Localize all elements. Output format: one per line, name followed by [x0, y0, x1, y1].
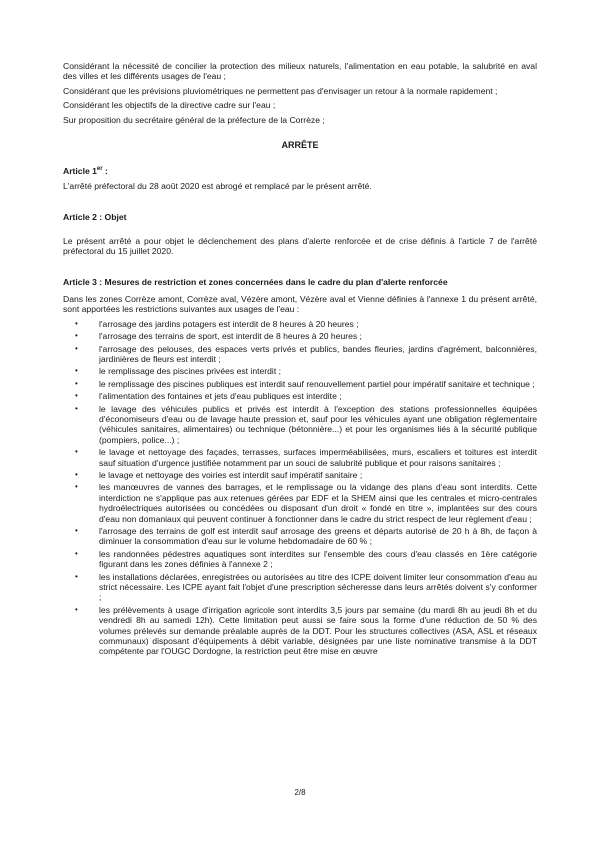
bullet-icon: •: [75, 318, 78, 328]
bullet-icon: •: [75, 378, 78, 388]
list-item: [63, 572, 537, 603]
bullet-icon: •: [75, 366, 78, 376]
list-item: [63, 605, 537, 657]
article-3-intro: Dans les zones Corrèze amont, Corrèze aval, Vézère amont, Vézère aval et Vienne définies à l'annexe 1 du présent arrêté, sont apportées les restrictions suivantes aux usages de l'eau :: [63, 293, 537, 315]
considerant-3: Considérant les objectifs de la directive cadre sur l'eau ;: [63, 100, 276, 111]
list-item-text: le lavage des véhicules publics et privés est interdit à l'exception des stations professionnelles équipées d'économiseurs d'eau ou de lavage haute pression et, sauf pour les véhicules ayant une obligation réglementaire (véhicules sanitaires, alimentaires) ou technique (bétonnière...) et pour les organismes liés à la sécurité publique (pompiers, police...) ;: [99, 403, 537, 445]
article-1-heading: [63, 166, 537, 176]
bullet-icon: •: [75, 548, 78, 558]
list-item-text: le remplissage des piscines privées est interdit ;: [99, 366, 281, 377]
article-1-heading-text: Article 1: [63, 166, 97, 177]
list-item-text: les randonnées pédestres aquatiques sont interdites sur l'ensemble des cours d'eau classés en 1ère catégorie figurant dans les zones définies à l'annexe 2 ;: [99, 548, 537, 570]
considerant-2: Considérant que les prévisions pluviométriques ne permettent pas d'envisager un retour à la normale rapidement ;: [63, 85, 498, 96]
bullet-icon: •: [75, 469, 78, 479]
list-item-text: l'arrosage des terrains de golf est interdit sauf arrosage des greens et départs autorisé de 20 h à 8h, de façon à diminuer la consommation d'eau sur le volume hebdomadaire de 60 % ;: [99, 526, 537, 547]
bullet-icon: •: [75, 571, 78, 581]
bullet-icon: •: [75, 447, 78, 457]
list-item: [63, 447, 537, 468]
list-item: [63, 366, 537, 376]
list-item-text: l'arrosage des terrains de sport, est interdit de 8 heures à 20 heures ;: [99, 331, 362, 342]
bullet-icon: •: [75, 391, 78, 401]
list-item-text: l'alimentation des fontaines et jets d'eau publiques est interdite ;: [99, 391, 342, 402]
list-item: [63, 344, 537, 365]
list-item: [63, 404, 537, 446]
list-item-text: le lavage et nettoyage des façades, terrasses, surfaces imperméabilisées, murs, escaliers et toitures est interdit sauf situation d'urgence justifiée notamment par un souci de salubrité publique et pour raisons sanitaires ;: [99, 447, 537, 468]
list-item: [63, 482, 537, 524]
list-item: [63, 526, 537, 547]
bullet-icon: •: [75, 331, 78, 341]
proposition-line: Sur proposition du secrétaire général de la préfecture de la Corrèze ;: [63, 114, 325, 125]
list-item: [63, 379, 537, 389]
page-number: 2/8: [294, 788, 306, 797]
list-item: [63, 391, 537, 401]
bullet-icon: •: [75, 526, 78, 535]
document-title: ARRÊTE: [281, 140, 319, 151]
bullet-icon: •: [75, 343, 78, 353]
list-item: [63, 549, 537, 570]
list-item: [63, 331, 537, 341]
list-item-text: le lavage et nettoyage des voiries est interdit sauf impératif sanitaire ;: [99, 469, 363, 480]
considerant-1: Considérant la nécessité de concilier la protection des milieux naturels, l'alimentation en eau potable, la salubrité en aval des villes et les différents usages de l'eau ;: [63, 61, 537, 82]
article-1-text: L'arrêté préfectoral du 28 août 2020 est abrogé et remplacé par le présent arrêté.: [63, 180, 372, 191]
article-1-heading-suffix: :: [102, 166, 108, 177]
article-3-heading: Article 3 : Mesures de restriction et zones concernées dans le cadre du plan d'alerte renforcée: [63, 277, 448, 288]
list-item-text: les installations déclarées, enregistrées ou autorisées au titre des ICPE doivent limiter leur consommation d'eau au strict nécessaire. Les ICPE ayant fait l'objet d'une prescription sécheresse dans leurs arrêtés doivent s'y conformer ;: [99, 571, 537, 603]
bullet-icon: •: [75, 403, 78, 413]
list-item-text: les prélèvements à usage d'irrigation agricole sont interdits 3,5 jours par semaine (du mardi 8h au jeudi 8h et du vendredi 8h au samedi 12h). Cette limitation peut aussi se faire sous la forme d'une réduction de 50 % des volumes prélevés sur demande préalable auprès de la DDT. Pour les structures collectives (ASA, ASL et réseaux communaux) disposant d'équipements à débit variable, désignées par une liste nominative transmise à la DDT compétente par l'OUGC Dordogne, la restriction peut être mise en œuvre: [99, 604, 537, 657]
article-2-heading: Article 2 : Objet: [63, 212, 127, 223]
restriction-list: [63, 319, 537, 657]
bullet-icon: •: [75, 482, 78, 492]
list-item: [63, 470, 537, 480]
list-item-text: les manœuvres de vannes des barrages, et le remplissage ou la vidange des plans d'eau sont interdits. Cette interdiction ne s'applique pas aux retenues gérées par EDF et la SHEM ainsi que les centrales et micro-centrales hydroélectriques autorisées ou concédées ou disposant d'un droit « fondé en titre », implantées sur des cours d'eau non domaniaux qui peuvent continuer à fonctionner dans le cadre du strict respect de leur règlement d'eau ;: [99, 482, 537, 524]
bullet-icon: •: [75, 604, 78, 614]
article-1-heading-sup: er: [96, 166, 103, 173]
list-item-text: le remplissage des piscines publiques est interdit sauf renouvellement partiel pour impératif sanitaire et technique ;: [99, 378, 535, 389]
list-item-text: l'arrosage des jardins potagers est interdit de 8 heures à 20 heures ;: [99, 318, 359, 329]
document-body: [63, 61, 537, 659]
list-item: [63, 319, 537, 329]
list-item-text: l'arrosage des pelouses, des espaces verts privés et publics, bandes fleuries, jardins d'agrément, balconnières, jardinières de fleurs est interdit ;: [99, 343, 537, 364]
article-2-text: Le présent arrêté a pour objet le déclenchement des plans d'alerte renforcée et de crise définis à l'article 7 de l'arrêté préfectoral du 15 juillet 2020.: [63, 235, 537, 257]
